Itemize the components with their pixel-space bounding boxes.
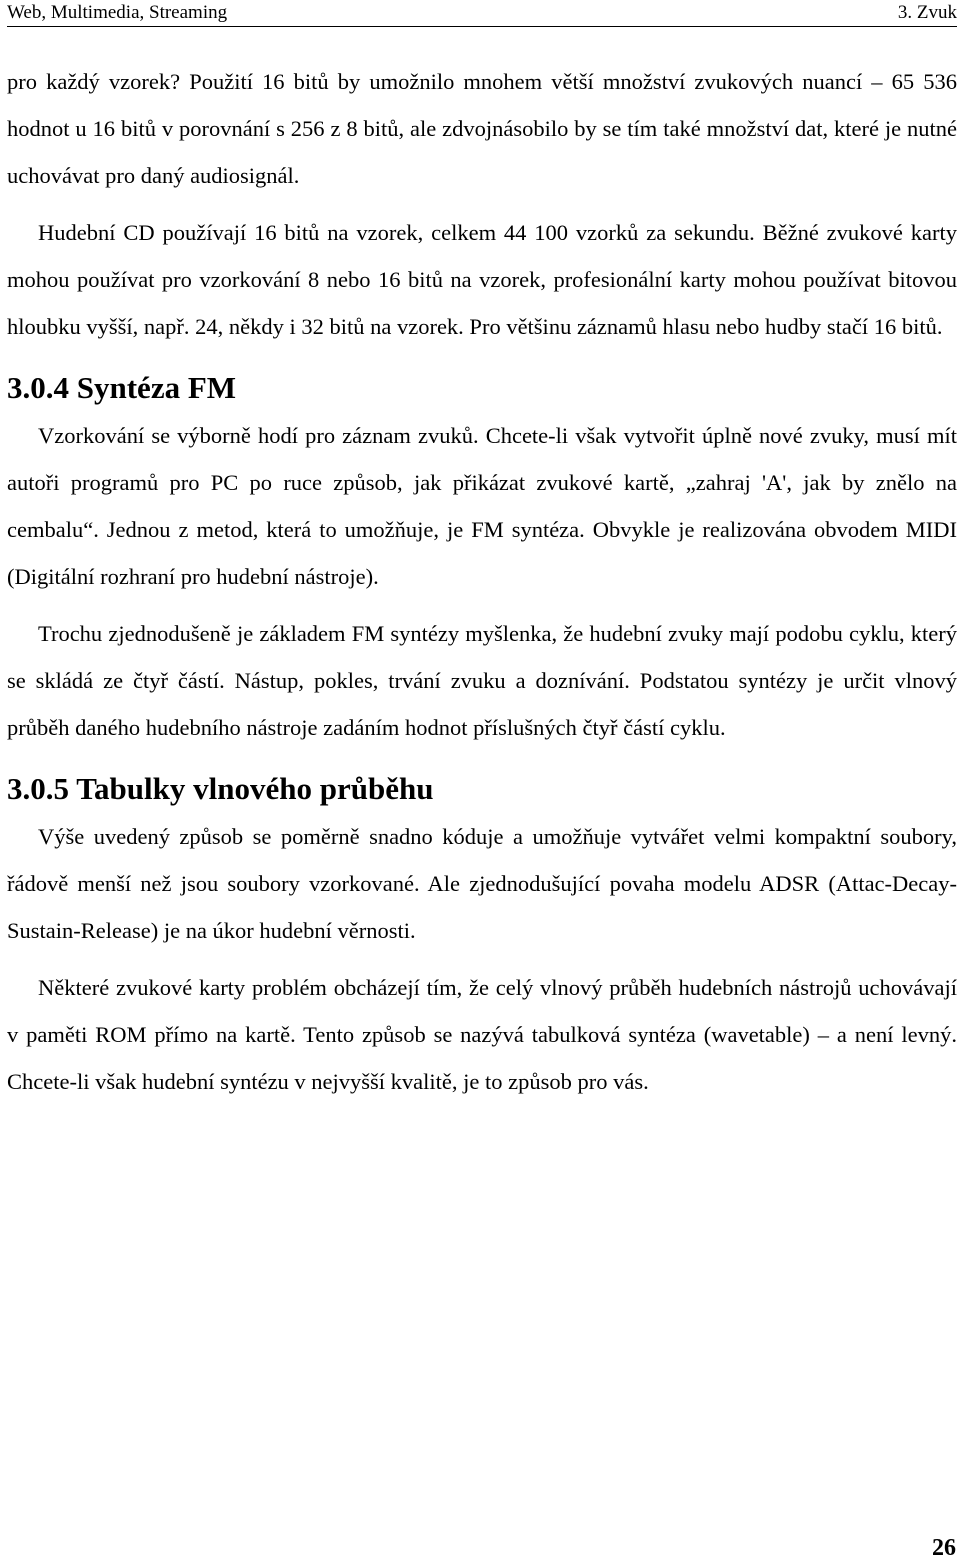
page-body (7, 58, 957, 1105)
header-title: Web, Multimedia, Streaming (7, 2, 228, 23)
paragraph-wavetable-intro: Výše uvedený způsob se poměrně snadno kóduje a umožňuje vytvářet velmi kompaktní soubory, řádově menší než jsou soubory vzorkované. Ale zjednodušující povaha modelu ADSR (Attac-Decay-Sustain-Release) je na úkor hudební věrnosti. (7, 824, 957, 943)
section-heading-fm-synthesis: 3.0.4 Syntéza FM (7, 370, 237, 405)
paragraph-wavetable-rom: Některé zvukové karty problém obcházejí tím, že celý vlnový průběh hudebních nástrojů uchovávají v paměti ROM přímo na kartě. Tento způsob se nazývá tabulková syntéza (wavetable) – a není levný. Chcete-li však hudební syntézu v nejvyšší kvalitě, je to způsob pro vás. (7, 975, 957, 1094)
running-header (7, 0, 957, 27)
page-number: 26 (932, 1535, 956, 1561)
header-chapter: 3. Zvuk (897, 2, 957, 23)
paragraph-bit-depth: Hudební CD používají 16 bitů na vzorek, celkem 44 100 vzorků za sekundu. Běžné zvukové karty mohou používat pro vzorkování 8 nebo 16 bitů na vzorek, profesionální karty mohou používat bitovou hloubku vyšší, např. 24, někdy i 32 bitů na vzorek. Pro většinu záznamů hlasu nebo hudby stačí 16 bitů. (7, 220, 957, 339)
section-heading-wavetable: 3.0.5 Tabulky vlnového průběhu (7, 771, 434, 806)
paragraph-fm-intro: Vzorkování se výborně hodí pro záznam zvuků. Chcete-li však vytvořit úplně nové zvuky, musí mít autoři programů pro PC po ruce způsob, jak přikázat zvukové kartě, „zahraj 'A', jak by znělo na cembalu“. Jednou z metod, která to umožňuje, je FM syntéza. Obvykle je realizována obvodem MIDI (Digitální rozhraní pro hudební nástroje). (7, 423, 957, 589)
paragraph-continuation: pro každý vzorek? Použití 16 bitů by umožnilo mnohem větší množství zvukových nuancí – 65 536 hodnot u 16 bitů v porovnání s 256 z 8 bitů, ale zdvojnásobilo by se tím také množství dat, které je nutné uchovávat pro daný audiosignál. (7, 69, 957, 188)
paragraph-fm-adsr: Trochu zjednodušeně je základem FM syntézy myšlenka, že hudební zvuky mají podobu cyklu, který se skládá ze čtyř částí. Nástup, pokles, trvání zvuku a doznívání. Podstatou syntézy je určit vlnový průběh daného hudebního nástroje zadáním hodnot příslušných čtyř částí cyklu. (7, 621, 957, 740)
